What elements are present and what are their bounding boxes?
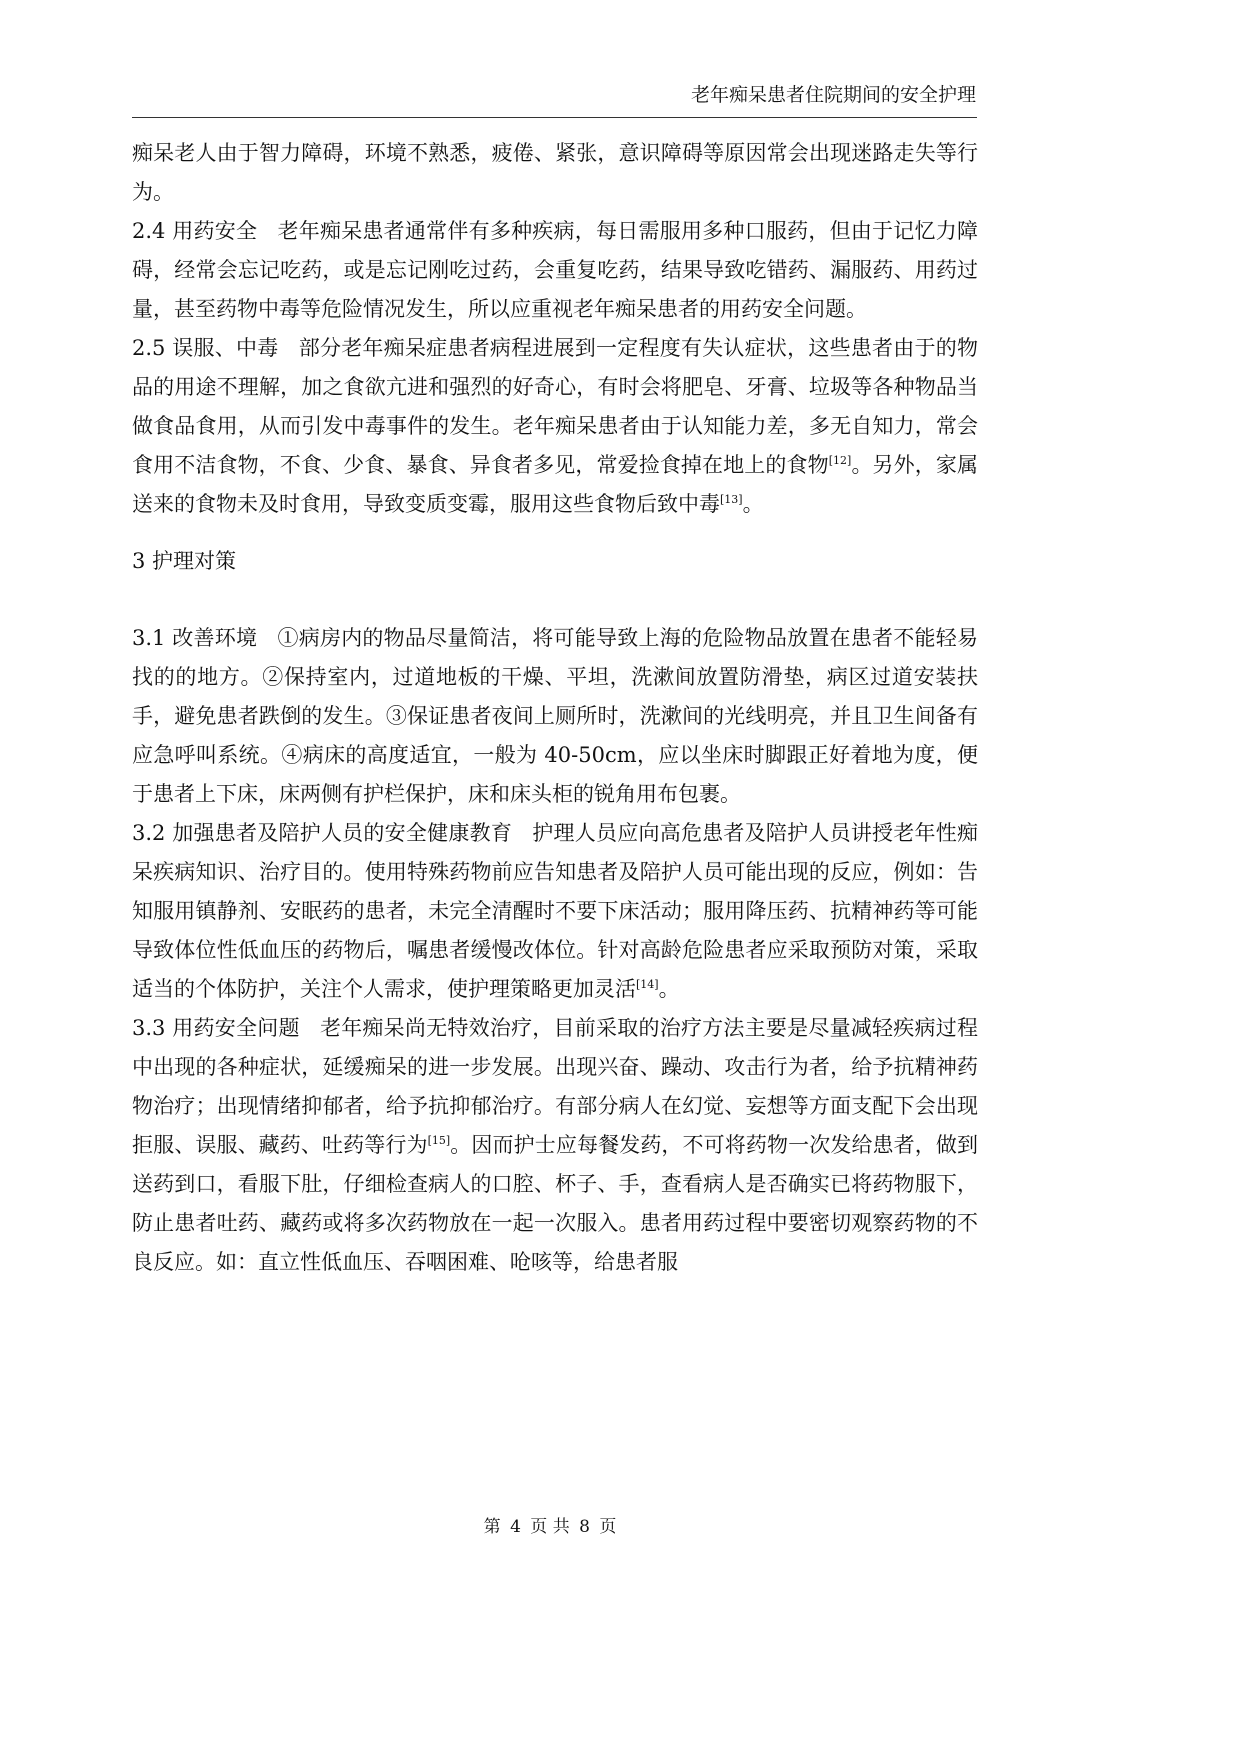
footer-total-pages: 8 [579, 1517, 590, 1537]
running-header: 老年痴呆患者住院期间的安全护理 [690, 84, 976, 106]
paragraph-text: ①病房内的物品尽量简洁，将可能导致上海的危险物品放置在患者不能轻易找的的地方。②保持室内，过道地板的干燥、平坦，洗漱间放置防滑垫，病区过道安装扶手，避免患者跌倒的发生。③保证患者夜间上厕所时，洗漱间的光线明亮，并且卫生间备有应急呼叫系统。④病床的高度适宜，一般为 40-50cm，应以坐床时脚跟正好着地为度，便于患者上下床，床两侧有护栏保护，床和床头柜的锐角用布包裹。 [132, 626, 978, 806]
paragraph-text: 老年痴呆患者通常伴有多种疾病，每日需服用多种口服药，但由于记忆力障碍，经常会忘记吃药，或是忘记刚吃过药，会重复吃药，结果导致吃错药、漏服药、用药过量，甚至药物中毒等危险情况发生，所以应重视老年痴呆患者的用药安全问题。 [132, 219, 978, 321]
paragraph-text: 。 [658, 977, 680, 1001]
paragraph-medication-safety [132, 212, 978, 329]
paragraph-text: 。另外，家属送来的食物未及时食用，导致变质变霉，服用这些食物后致中毒 [132, 453, 979, 516]
paragraph-text: 痴呆老人由于智力障碍，环境不熟悉，疲倦、紧张，意识障碍等原因常会出现迷路走失等行为。 [132, 141, 978, 204]
page-content [132, 134, 978, 1282]
paragraph-education [132, 814, 978, 1009]
paragraph-text: 。因而护士应每餐发药，不可将药物一次发给患者，做到送药到口，看服下肚，仔细检查病人的口腔、杯子、手，查看病人是否确实已将药物服下，防止患者吐药、藏药或将多次药物放在一起一次服入。患者用药过程中要密切观察药物的不良反应。如：直立性低血压、吞咽困难、呛咳等，给患者服 [132, 1133, 979, 1274]
header-rule [132, 117, 977, 118]
citation-ref: [14] [636, 978, 659, 991]
page-footer [0, 1512, 1100, 1537]
citation-ref: [12] [828, 454, 852, 467]
subsection-label: 3.1 改善环境 [132, 626, 258, 650]
subsection-label: 2.4 用药安全 [132, 219, 258, 243]
section-heading: 3 护理对策 [132, 549, 237, 573]
paragraph-medication-issues [132, 1009, 978, 1282]
paragraph-text: 老年痴呆尚无特效治疗，目前采取的治疗方法主要是尽量减轻疾病过程中出现的各种症状，延缓痴呆的进一步发展。出现兴奋、躁动、攻击行为者，给予抗精神药物治疗；出现情绪抑郁者，给予抗抑郁治疗。有部分病人在幻觉、妄想等方面支配下会出现拒服、误服、藏药、吐药等行为 [132, 1016, 978, 1157]
citation-ref: [15] [427, 1134, 451, 1147]
subsection-label: 3.2 加强患者及陪护人员的安全健康教育 [132, 821, 513, 845]
paragraph-environment [132, 619, 978, 814]
paragraph-wandering [132, 134, 978, 212]
citation-ref: [13] [720, 493, 743, 506]
paragraph-poisoning [132, 329, 978, 524]
footer-suffix: 页 [599, 1517, 617, 1537]
footer-page-number: 4 [510, 1517, 521, 1537]
paragraph-text: 部分老年痴呆症患者病程进展到一定程度有失认症状，这些患者由于的物品的用途不理解，加之食欲亢进和强烈的好奇心，有时会将肥皂、牙膏、垃圾等各种物品当做食品食用，从而引发中毒事件的发生。老年痴呆患者由于认知能力差，多无自知力，常会食用不洁食物，不食、少食、暴食、异食者多见，常爱捡食掉在地上的食物 [132, 336, 978, 477]
footer-prefix: 第 [483, 1517, 501, 1537]
paragraph-text: 。 [742, 492, 764, 516]
subsection-label: 3.3 用药安全问题 [132, 1016, 300, 1040]
paragraph-text: 护理人员应向高危患者及陪护人员讲授老年性痴呆疾病知识、治疗目的。使用特殊药物前应告知患者及陪护人员可能出现的反应，例如：告知服用镇静剂、安眠药的患者，未完全清醒时不要下床活动；服用降压药、抗精神药等可能导致体位性低血压的药物后，嘱患者缓慢改体位。针对高龄危险患者应采取预防对策，采取适当的个体防护，关注个人需求，使护理策略更加灵活 [132, 821, 978, 1001]
subsection-label: 2.5 误服、中毒 [132, 336, 279, 360]
footer-middle: 页 共 [530, 1517, 570, 1537]
